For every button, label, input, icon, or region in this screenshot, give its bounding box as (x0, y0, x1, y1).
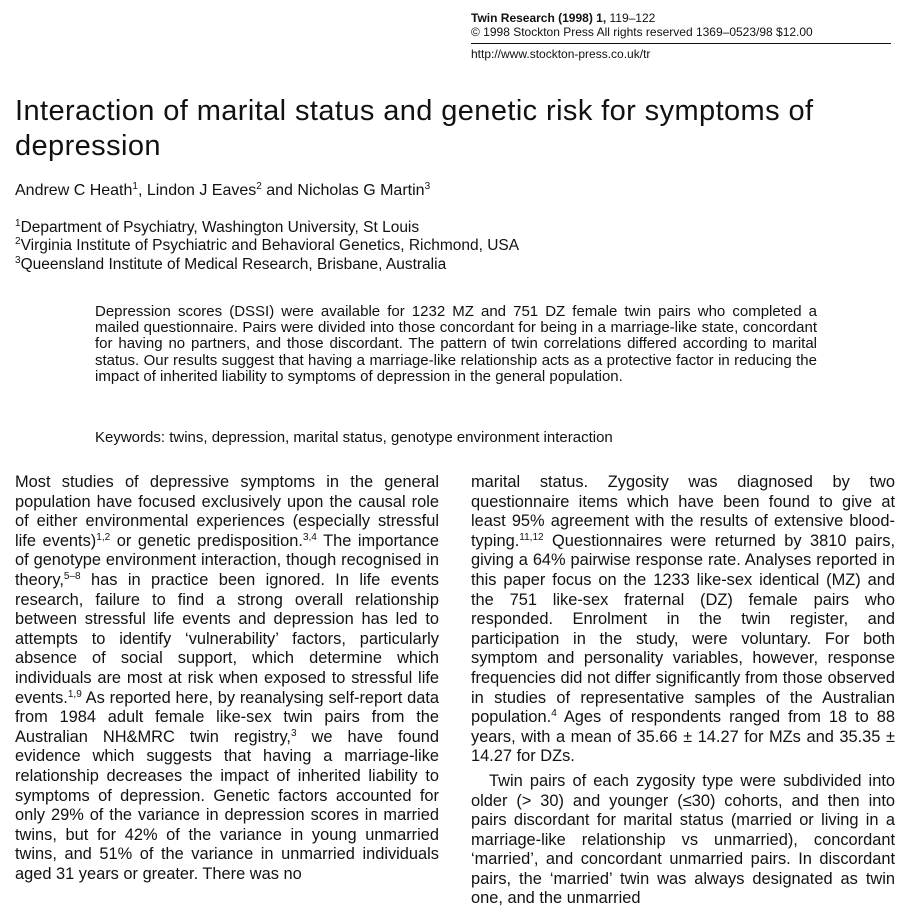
body-text: Questionnaires were returned by 3810 pairs, giving a 64% pairwise response rate. Analyses reported in this paper focus on the 1233 like-sex identical (MZ) and the 751 like-sex fraternal (DZ) female pairs who responded. Enrolment in the twin register, and participation in the study, were voluntary. For both symptom and personality variables, however, response frequencies did not differ significantly from those observed in studies of representative samples of the Australian population. (471, 531, 895, 727)
affiliation (15, 219, 519, 237)
keywords: Keywords: twins, depression, marital status, genotype environment interaction (95, 429, 613, 446)
body-column-left (15, 473, 439, 884)
body-paragraph (471, 473, 895, 767)
body-text: or genetic predisposition. (110, 531, 303, 550)
affiliation-text: Virginia Institute of Psychiatric and Behavioral Genetics, Richmond, USA (20, 237, 520, 255)
journal-header (471, 11, 891, 61)
body-text: marital status. Zygosity was diagnosed by two questionnaire items which have been found to give at least 95% agreement with the results of extensive blood-typing. (471, 473, 895, 550)
journal-citation (471, 11, 891, 25)
body-text: Ages of respondents ranged from 18 to 88 years, with a mean of 35.66 ± 14.27 for MZs and 35.35 ± 14.27 for DZs. (471, 708, 895, 766)
affiliation (15, 256, 519, 274)
body-text: we have found evidence which suggests that having a marriage-like relationship decreases the impact of inherited liability to symptoms of depression. Genetic factors accounted for only 29% of the variance in depression scores in married twins, but for 42% of the variance in young unmarried twins, and 51% of the variance in unmarried individuals aged 31 years or greater. There was no (15, 727, 439, 883)
body-text: As reported here, by reanalysing self-report data from 1984 adult female like-sex twin pairs from the Australian NH&MRC twin registry, (15, 688, 439, 746)
author-sup: 1 (132, 181, 138, 192)
reference-sup: 3 (290, 727, 297, 739)
author-name: Nicholas G Martin (297, 182, 425, 199)
reference-sup: 3,4 (302, 531, 317, 543)
affiliation-sup: 1 (15, 218, 21, 229)
body-column-right (471, 473, 895, 909)
author-name: Andrew C Heath (15, 182, 133, 199)
paper-title: Interaction of marital status and genetic risk for symptoms of depression (15, 95, 814, 162)
reference-sup: 1,2 (96, 531, 111, 543)
author-name: Lindon J Eaves (146, 182, 257, 199)
author-separator: and (261, 182, 298, 199)
reference-sup: 5–8 (63, 570, 81, 582)
body-paragraph (15, 473, 439, 884)
author-separator: , (137, 182, 147, 199)
reference-sup: 1,9 (67, 688, 82, 700)
affiliation-text: Queensland Institute of Medical Research, Brisbane, Australia (20, 255, 447, 273)
body-text: has in practice been ignored. In life events research, failure to find a strong overall relationship between stressful life events and depression has led to attempts to identify ‘vulnerability’ factors, particularly absence of social support, which determine which individuals are most at risk when exposed to stressful life events. (15, 570, 439, 707)
reference-sup: 11,12 (519, 531, 544, 543)
body-text: Most studies of depressive symptoms in the general population have focused exclusively upon the causal role of either environmental experiences (especially stressful life events) (15, 473, 439, 550)
body-paragraph: Twin pairs of each zygosity type were subdivided into older (> 30) and younger (≤30) cohorts, and then into pairs discordant for marital status (married or living in a marriage-like relationship vs unmarried), concordant ‘married’, and concordant unmarried pairs. In discordant pairs, the ‘married’ twin was always designated as twin one, and the unmarried (471, 771, 895, 908)
author-sup: 3 (424, 181, 431, 192)
body-text: The importance of genotype environment interaction, though recognised in theory, (15, 531, 439, 589)
journal-divider (471, 43, 891, 44)
reference-sup: 4 (551, 708, 557, 720)
journal-url[interactable]: http://www.stockton-press.co.uk/tr (471, 47, 651, 61)
journal-copyright: © 1998 Stockton Press All rights reserved 1369–0523/98 $12.00 (471, 25, 813, 39)
author-list (15, 181, 430, 201)
author-sup: 2 (256, 181, 262, 192)
affiliation-text: Department of Psychiatry, Washington University, St Louis (20, 219, 420, 236)
affiliation-sup: 2 (15, 236, 21, 248)
affiliation-list (15, 219, 519, 274)
journal-citation-name: Twin Research (1998) 1, (471, 11, 607, 25)
journal-citation-pages: 119–122 (606, 11, 656, 25)
abstract: Depression scores (DSSI) were available for 1232 MZ and 751 DZ female twin pairs who completed a mailed questionnaire. Pairs were divided into those concordant for being in a marriage-like state, concordant for having no partners, and those discordant. The pattern of twin correlations differed according to marital status. Our results suggest that having a marriage-like relationship acts as a protective factor in reducing the impact of inherited liability to symptoms of depression in the general population. (95, 303, 817, 385)
affiliation (15, 237, 519, 255)
affiliation-sup: 3 (15, 254, 21, 266)
